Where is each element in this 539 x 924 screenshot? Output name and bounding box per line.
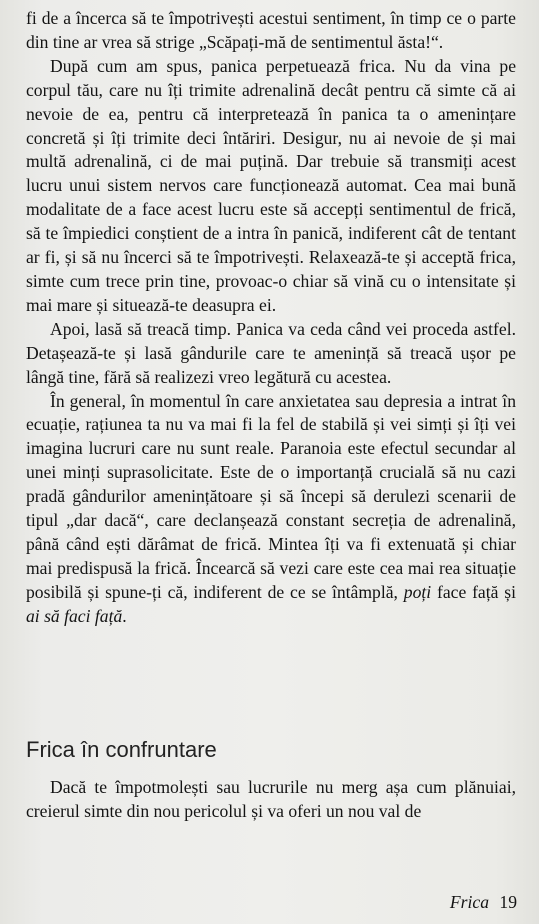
text-run: După cum am spus, panica perpetuează frica. Nu da vina pe corpul tău, care nu îți trimite adrenalină decât pentru că simte că ai nevoie de ea, pentru că interpretează în panica ta o amenințare concretă și îți trimite deci întăriri. Desigur, nu ai nevoie de și mai multă adrenalină, ci de mai puțină. Dar trebuie să transmiți acest lucru unui sistem nervos care funcționează automat. Cea mai bună modalitate de a face acest lucru este să accepți sentimentul de frică, să te împiedici conștient de a intra în panică, indiferent cât de tentant ar fi, și să nu încerci să te împotrivești. Relaxează-te și acceptă frica, simte cum trece prin tine, provoac-o chiar să vină cu o intensitate și mai mare și situează-te deasupra ei. <box>26 55 516 315</box>
paragraph <box>26 390 516 629</box>
paragraph <box>26 776 516 824</box>
paragraph <box>26 55 516 318</box>
body-text-section-2 <box>26 776 516 824</box>
paragraph <box>26 318 516 390</box>
emphasized-text: ai să faci față <box>26 605 123 626</box>
text-run: fi de a încerca să te împotrivești acestui sentiment, în timp ce o parte din tine ar vrea să strige „Scăpați-mă de sentimentul ăsta!“. <box>26 8 516 52</box>
paragraph <box>26 7 516 55</box>
body-text-section-1 <box>26 7 516 629</box>
text-run: Dacă te împotmolești sau lucrurile nu merg așa cum plănuiai, creierul simte din nou pericolul și va oferi un nou val de <box>26 777 516 821</box>
text-run: Apoi, lasă să treacă timp. Panica va ceda când vei proceda astfel. Detașează-te și lasă gândurile care te amenință să treacă ușor pe lângă tine, fără să realizezi vreo legătură cu acestea. <box>26 318 516 387</box>
running-title: Frica <box>449 892 489 912</box>
page-footer <box>450 892 517 913</box>
text-run: În general, în momentul în care anxietatea sau depresia a intrat în ecuație, rațiunea ta nu va mai fi la fel de stabilă și vei simți și îți vei imagina lucruri care nu sunt reale. Paranoia este efectul secundar al unei minți suprasolicitate. Este de o importanță crucială să nu cazi pradă gândurilor amenințătoare și să începi să derulezi scenarii de tipul „dar dacă“, care declanșează constant secreția de adrenalină, până când ești dărâmat de frică. Mintea îți va fi extenuată și chiar mai predispusă la frică. Încearcă să vezi care este cea mai rea situație posibilă și spune-ți că, indiferent de ce se întâmplă, <box>26 390 516 602</box>
text-run: face față și <box>431 581 516 602</box>
section-heading: Frica în confruntare <box>26 737 217 762</box>
emphasized-text: poți <box>403 581 432 602</box>
text-run: . <box>122 605 127 626</box>
page-number: 19 <box>499 892 517 912</box>
